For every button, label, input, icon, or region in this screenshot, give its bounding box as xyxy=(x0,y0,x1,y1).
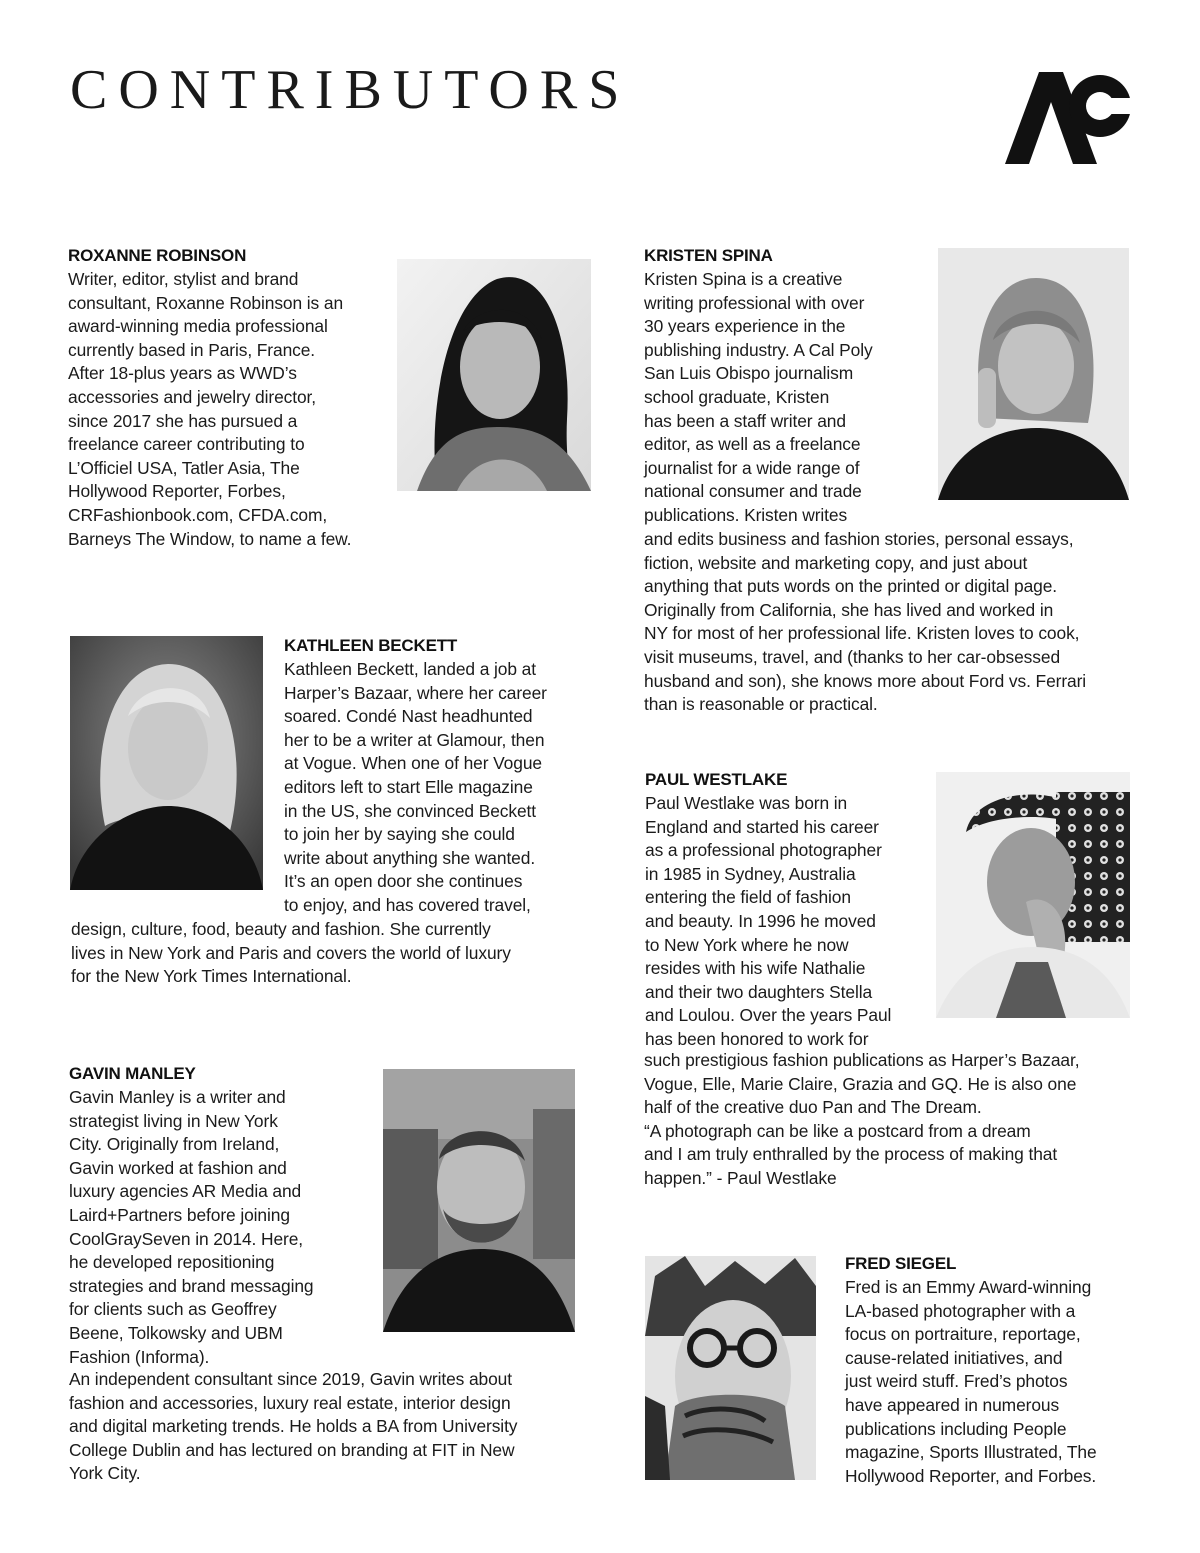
contributor-bio-fred-siegel: Fred is an Emmy Award-winning LA-based photographer with a focus on portraiture, reportage, cause-related initiatives, and just weird stuff. Fred’s photos have appeared in numerous publications including People magazine, Sports Illustrated, The Hollywood Reporter, and Forbes. xyxy=(845,1277,1097,1486)
contributor-bio-gavin-manley-continued: An independent consultant since 2019, Gavin writes about fashion and accessories, luxury real estate, interior design and digital marketing trends. He holds a BA from University College Dublin and has lectured on branding at FIT in New York City. xyxy=(69,1369,518,1484)
ac-logo xyxy=(1005,72,1131,164)
portrait-kathleen-beckett xyxy=(70,636,263,890)
contributor-bio-kathleen-beckett-continued: design, culture, food, beauty and fashion. She currently lives in New York and Paris and covers the world of luxury for the New York Times International. xyxy=(71,919,511,987)
portrait-paul-westlake xyxy=(936,772,1130,1018)
portrait-fred-siegel xyxy=(645,1256,816,1480)
contributor-bio-gavin-manley: Gavin Manley is a writer and strategist living in New York City. Originally from Ireland, Gavin worked at fashion and luxury agencies AR Media and Laird+Partners before joining CoolGraySeven in 2014. Here, he developed repositioning strategies and brand messaging for clients such as Geoffrey Beene, Tolkowsky and UBM Fashion (Informa). xyxy=(69,1087,314,1367)
contributor-name-roxanne-robinson: ROXANNE ROBINSON xyxy=(68,246,247,265)
contributor-bio-paul-westlake: Paul Westlake was born in England and started his career as a professional photographer in 1985 in Sydney, Australia entering the field of fashion and beauty. In 1996 he moved to New York where he now resides with his wife Nathalie and their two daughters Stella and Loulou. Over the years Paul has been honored to work for xyxy=(645,793,892,1049)
contributor-name-fred-siegel: FRED SIEGEL xyxy=(845,1254,957,1273)
contributor-name-gavin-manley: GAVIN MANLEY xyxy=(69,1064,196,1083)
contributor-bio-kristen-spina: Kristen Spina is a creative writing professional with over 30 years experience in the publishing industry. A Cal Poly San Luis Obispo journalism school graduate, Kristen has been a staff writer and editor, as well as a freelance journalist for a wide range of national consumer and trade publications. Kristen writes xyxy=(644,269,873,525)
contributor-bio-roxanne-robinson: Writer, editor, stylist and brand consultant, Roxanne Robinson is an award-winning media professional currently based in Paris, France. After 18-plus years as WWD’s accessories and jewelry director, since 2017 she has pursued a freelance career contributing to L’Officiel USA, Tatler Asia, The Hollywood Reporter, Forbes, CRFashionbook.com, CFDA.com, Barneys The Window, to name a few. xyxy=(68,269,352,549)
contributor-bio-kathleen-beckett: Kathleen Beckett, landed a job at Harper’s Bazaar, where her career soared. Condé Nast headhunted her to be a writer at Glamour, then at Vogue. When one of her Vogue editors left to start Elle magazine in the US, she convinced Beckett to join her by saying she could write about anything she wanted. It’s an open door she continues to enjoy, and has covered travel, xyxy=(284,659,547,915)
portrait-kristen-spina xyxy=(938,248,1129,500)
portrait-roxanne-robinson xyxy=(397,259,591,491)
portrait-gavin-manley xyxy=(383,1069,575,1332)
contributor-name-paul-westlake: PAUL WESTLAKE xyxy=(645,770,788,789)
contributor-name-kristen-spina: KRISTEN SPINA xyxy=(644,246,773,265)
contributor-name-kathleen-beckett: KATHLEEN BECKETT xyxy=(284,636,458,655)
contributor-bio-kristen-spina-continued: and edits business and fashion stories, personal essays, fiction, website and marketing copy, and just about anything that puts words on the printed or digital page. Originally from California, she has lived and worked in NY for most of her professional life. Kristen loves to cook, visit museums, travel, and (thanks to her car-obsessed husband and son), she knows more about Ford vs. Ferrari than is reasonable or practical. xyxy=(644,529,1087,715)
contributor-bio-paul-westlake-continued: such prestigious fashion publications as Harper’s Bazaar, Vogue, Elle, Marie Claire, Grazia and GQ. He is also one half of the creative duo Pan and The Dream. “A photograph can be like a postcard from a dream and I am truly enthralled by the process of making that happen.” - Paul Westlake xyxy=(644,1050,1080,1188)
page-title: CONTRIBUTORS xyxy=(70,59,631,121)
